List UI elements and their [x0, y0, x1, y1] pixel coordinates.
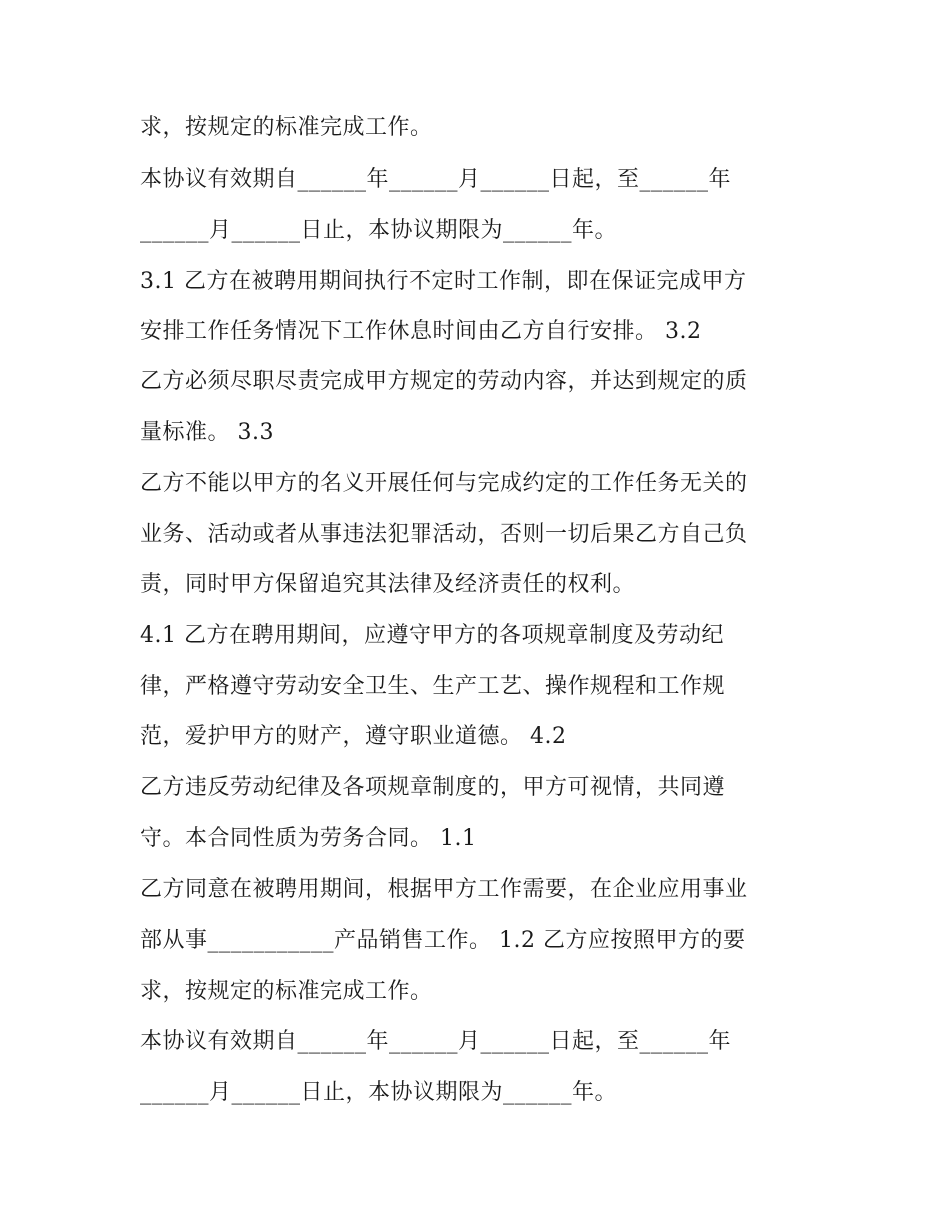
text-line: 乙方同意在被聘用期间，根据甲方工作需要，在企业应用事业: [140, 877, 748, 902]
text-line: 乙方不能以甲方的名义开展任何与完成约定的工作任务无关的: [140, 471, 748, 496]
text-line: ______月______日止，本协议期限为______年。: [140, 1080, 618, 1105]
text-line: 范，爱护甲方的财产，遵守职业道德。 4.2: [140, 724, 567, 749]
text-line: 部从事___________产品销售工作。 1.2 乙方应按照甲方的要: [140, 928, 746, 953]
text-line: 4.1 乙方在聘用期间，应遵守甲方的各项规章制度及劳动纪: [140, 623, 724, 648]
text-line: 量标准。 3.3: [140, 420, 274, 445]
text-line: 求，按规定的标准完成工作。: [140, 979, 433, 1004]
text-line: 安排工作任务情况下工作休息时间由乙方自行安排。 3.2: [140, 319, 702, 344]
text-line: 乙方违反劳动纪律及各项规章制度的，甲方可视情，共同遵: [140, 775, 726, 800]
text-line: 求，按规定的标准完成工作。: [140, 115, 433, 140]
text-line: 业务、活动或者从事违法犯罪活动，否则一切后果乙方自己负: [140, 522, 748, 547]
text-line: 本协议有效期自______年______月______日起，至______年: [140, 1029, 732, 1054]
text-line: 乙方必须尽职尽责完成甲方规定的劳动内容，并达到规定的质: [140, 369, 748, 394]
text-line: 3.1 乙方在被聘用期间执行不定时工作制，即在保证完成甲方: [140, 269, 747, 294]
text-line: 守。本合同性质为劳务合同。 1.1: [140, 826, 477, 851]
text-line: ______月______日止，本协议期限为______年。: [140, 218, 618, 243]
text-line: 责，同时甲方保留追究其法律及经济责任的权利。: [140, 572, 636, 597]
text-line: 本协议有效期自______年______月______日起，至______年: [140, 167, 732, 192]
text-line: 律，严格遵守劳动安全卫生、生产工艺、操作规程和工作规: [140, 674, 726, 699]
